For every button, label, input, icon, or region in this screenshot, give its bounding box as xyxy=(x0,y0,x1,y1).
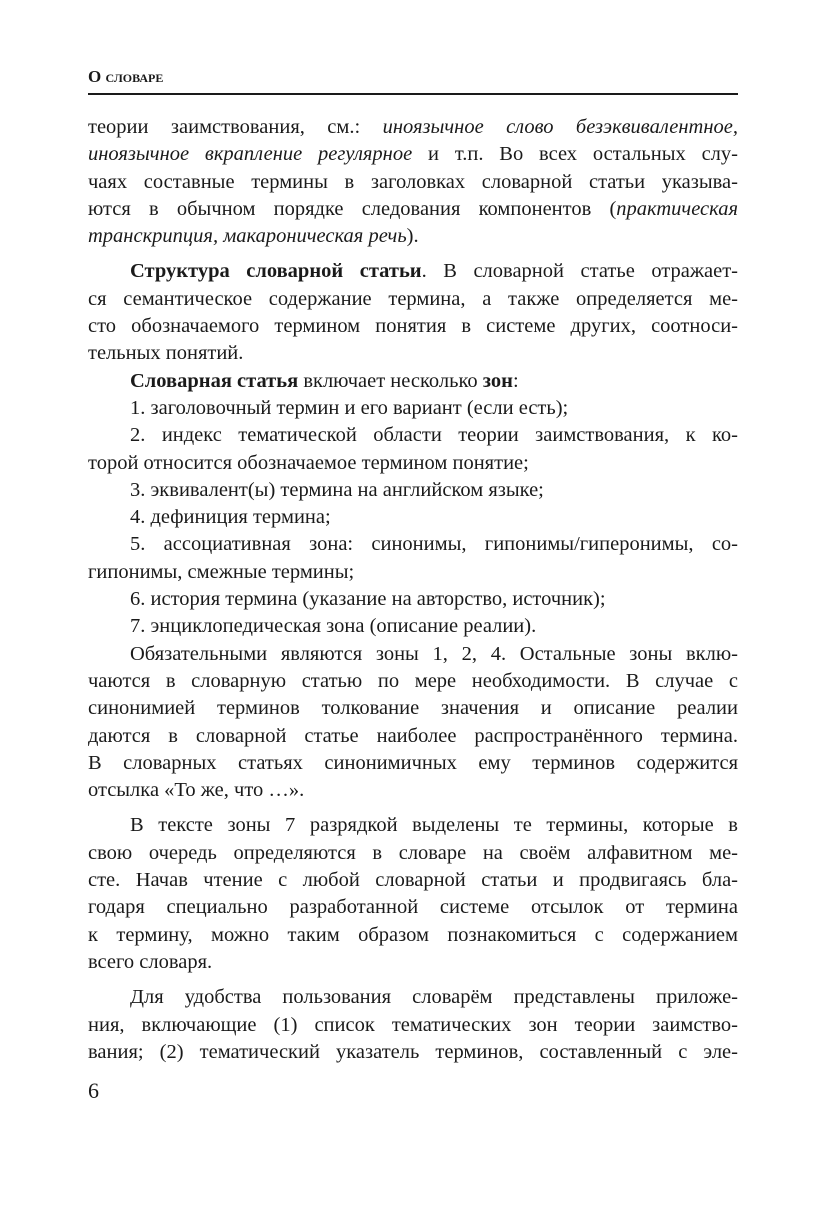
paragraph-appendices xyxy=(88,984,738,1066)
text-span: . В словарной статье отражает- xyxy=(421,260,739,283)
paragraph-structure xyxy=(88,258,738,367)
text-line xyxy=(88,368,738,395)
list-item: 6. история термина (указание на авторство, источник); xyxy=(130,588,606,611)
text-span: теории заимствования, см.: xyxy=(88,116,383,138)
bold-heading: Структура словарной статьи xyxy=(130,260,422,283)
text-line: чаются в словарную статью по мере необходимости. В случае с xyxy=(88,669,738,692)
text-line xyxy=(88,141,738,168)
list-item: 5. ассоциативная зона: синонимы, гипонимы/гиперонимы, со- xyxy=(130,533,738,556)
paragraph-intro-continuation xyxy=(88,114,738,250)
paragraph-zone-seven xyxy=(88,812,738,976)
text-line: ния, включающие (1) список тематических зон теории заимство- xyxy=(88,1013,738,1036)
text-line: всего словаря. xyxy=(88,950,213,973)
zones-list xyxy=(88,395,738,641)
running-header: О словаре xyxy=(88,67,164,86)
text-line: Обязательными являются зоны 1, 2, 4. Остальные зоны вклю- xyxy=(130,642,738,665)
text-line: В словарных статьях синонимичных ему терминов содержится xyxy=(88,751,738,774)
text-line: к термину, можно таким образом познакомиться с содержанием xyxy=(88,923,738,946)
text-line xyxy=(88,223,738,250)
list-item-continuation: торой относится обозначаемое термином понятие; xyxy=(88,451,529,474)
list-item: 7. энциклопедическая зона (описание реалии). xyxy=(130,615,537,638)
paragraph-zones-intro xyxy=(88,368,738,395)
text-line xyxy=(88,196,738,223)
text-span: включает несколько xyxy=(298,369,483,392)
list-item: 3. эквивалент(ы) термина на английском языке; xyxy=(130,478,544,501)
page-body xyxy=(88,114,738,1066)
text-line: чаях составные термины в заголовках словарной статьи указыва- xyxy=(88,170,738,193)
italic-term: иноязычное слово безэквивалентное, xyxy=(382,116,738,138)
paragraph-gap xyxy=(88,250,738,258)
text-span: : xyxy=(512,369,519,392)
text-span: ). xyxy=(406,225,419,248)
text-line: даются в словарной статье наиболее распространённого термина. xyxy=(88,724,738,747)
italic-term: практическая xyxy=(616,197,738,220)
bold-term: зон xyxy=(482,369,513,392)
list-item: 4. дефиниция термина; xyxy=(130,506,331,529)
text-line: вания; (2) тематический указатель терминов, составленный с эле- xyxy=(88,1040,738,1063)
text-span: и т.п. Во всех остальных слу- xyxy=(412,143,738,166)
bold-term: Словарная статья xyxy=(130,369,299,392)
text-line xyxy=(88,114,738,141)
text-line: отсылка «То же, что …». xyxy=(88,779,305,802)
text-span: ются в обычном порядке следования компонентов ( xyxy=(88,197,617,220)
text-line: В тексте зоны 7 разрядкой выделены те термины, которые в xyxy=(130,814,738,837)
paragraph-gap xyxy=(88,976,738,984)
text-line: синонимией терминов толкование значения и описание реалии xyxy=(88,697,738,720)
text-line: тельных понятий. xyxy=(88,342,244,365)
list-item: 1. заголовочный термин и его вариант (если есть); xyxy=(130,396,569,419)
list-item-continuation: гипонимы, смежные термины; xyxy=(88,560,355,583)
paragraph-required-zones xyxy=(88,641,738,805)
text-line: Для удобства пользования словарём представлены приложе- xyxy=(130,986,738,1009)
paragraph-gap xyxy=(88,804,738,812)
italic-term: иноязычное вкрапление регулярное xyxy=(88,143,413,166)
text-line: годаря специально разработанной системе отсылок от термина xyxy=(88,896,738,919)
italic-term: транскрипция, макароническая речь xyxy=(88,225,407,248)
text-line xyxy=(88,258,738,285)
text-line: свою очередь определяются в словаре на своём алфавитном ме- xyxy=(88,841,738,864)
list-item: 2. индекс тематической области теории заимствования, к ко- xyxy=(130,424,738,447)
text-line: ся семантическое содержание термина, а также определяется ме- xyxy=(88,287,738,310)
header-rule xyxy=(88,93,738,95)
text-line: сто обозначаемого термином понятия в системе других, соотноси- xyxy=(88,315,738,338)
text-line: сте. Начав чтение с любой словарной статьи и продвигаясь бла- xyxy=(88,869,738,892)
page-number: 6 xyxy=(88,1078,99,1103)
